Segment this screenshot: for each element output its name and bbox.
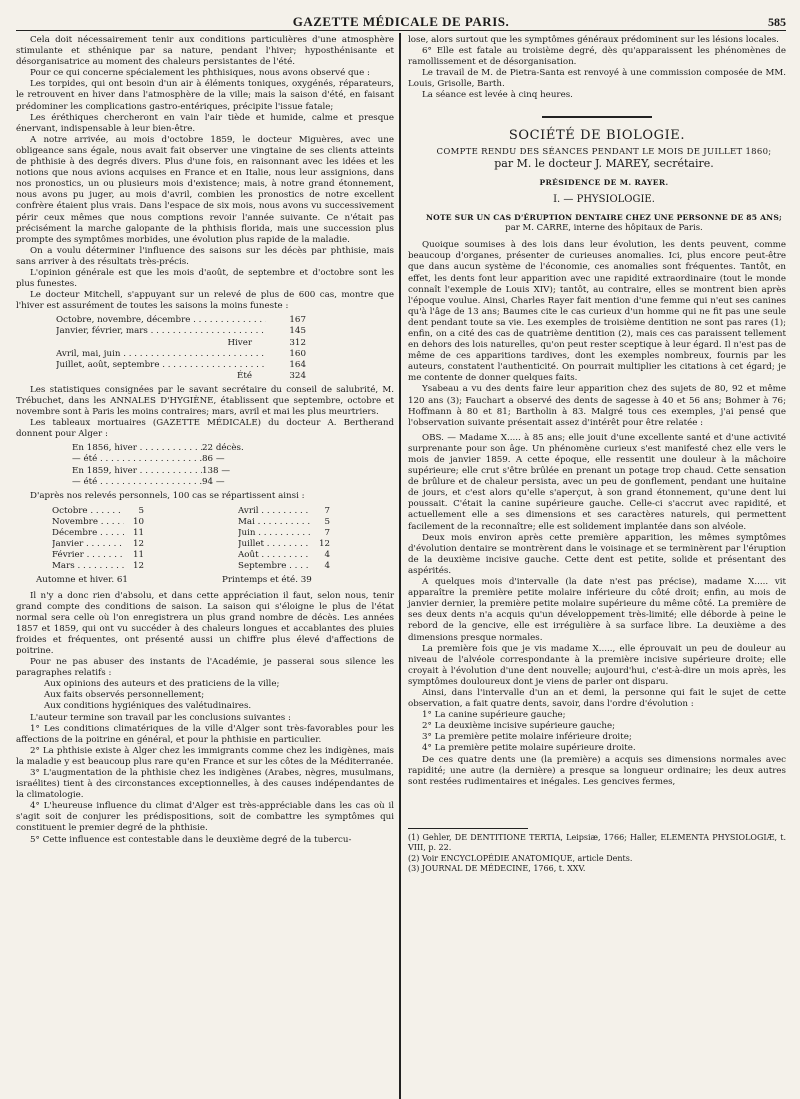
section-separator bbox=[542, 116, 652, 118]
paragraph: lose, alors surtout que les symptômes généraux prédominent sur les lésions locales. bbox=[408, 35, 779, 45]
paragraph: A notre arrivée, au mois d'octobre 1859, le docteur Miguères, avec une obligeance sans égale, nous avait fait observer une vingtaine de ses clients atteints de phthisie à des degrés divers. Plus d'une fois, en raisonnant avec les idées et les notions que nous avions acquises en France et en Italie, nous leur assignions, dans nos pronostics, un ou plusieurs mois d'existence; mais, à notre grand étonnement, nous avons pu juger, au mois d'avril, combien les pronostics de notre excellent confrère étaient plus vrais. Dans l'espace de six mois, nous avons vu successivement périr ceux mêmes que nous comptions revoir l'année suivante. Ce n'était pas précisément la marche galopante de la phthisis florida, mais une succession plus prompte des symptômes morbides, une évolution plus rapide de la maladie. bbox=[16, 134, 395, 245]
table-row: — été . . . 94 — bbox=[72, 477, 272, 488]
conclusion-1: 1° Les conditions climatériques de la ville d'Alger sont très-favorables pour les affections de la poitrine en général, et pour la phthisie en particulier. bbox=[16, 723, 395, 745]
paragraph: A quelques mois d'intervalle (la date n'est pas précise), madame X..... vit apparaître la première petite molaire inférieure du côté droit; enfin, au mois de janvier dernier, la première petite molaire supérieure du même côté. La première de ses deux dents n'a acquis qu'un développement très-limité; elle déborde à peine le rebord de la gencive, elle est irrégulière à sa surface libre. La deuxième a des dimensions presque normales. bbox=[408, 577, 787, 643]
conclusion-3: 3° L'augmentation de la phthisie chez les indigènes (Arabes, nègres, musulmans, israélites) tient à des circonstances exceptionnelles, à des causes indépendantes de la climatologie. bbox=[16, 768, 395, 801]
paragraph: Les torpides, qui ont besoin d'un air à éléments toniques, oxygénés, réparateurs, le retrouvent en hiver dans l'atmosphère de la ville; mais la saison d'été, en faisant prédominer les complications gastro-entériques, précipite l'issue fatale; bbox=[16, 79, 395, 112]
society-heading: SOCIÉTÉ DE BIOLOGIE. bbox=[508, 127, 686, 143]
table-row: Avril . . . 7 bbox=[238, 506, 330, 517]
table-row: Septembre . . . 4 bbox=[238, 561, 330, 572]
paragraph: Pour ne pas abuser des instants de l'Académie, je passerai sous silence les paragraphes relatifs : bbox=[16, 657, 395, 679]
mitchell-table bbox=[56, 315, 394, 382]
teeth-list bbox=[422, 710, 786, 754]
conclusion-6: 6° Elle est fatale au troisième degré, dès qu'apparaissent les phénomènes de ramollissement et de désorganisation. bbox=[408, 46, 787, 68]
right-column bbox=[401, 35, 786, 1095]
list-item: 4° La première petite molaire supérieure droite. bbox=[422, 743, 636, 754]
list-item: Aux conditions hygiéniques des valétudinaires. bbox=[44, 701, 252, 712]
paragraph: Les éréthiques chercheront en vain l'air tiède et humide, calme et presque énervant, indispensable à leur bien-être. bbox=[16, 112, 395, 134]
list-item: 1° La canine supérieure gauche; bbox=[422, 710, 566, 721]
list-item: 3° La première petite molaire inférieure droite; bbox=[422, 732, 632, 743]
paragraph: Cela doit nécessairement tenir aux conditions particulières d'une atmosphère stimulante et sthénique par sa nature, pendant l'hiver; hyposthénisante et désorganisatrice au moment des chaleurs persistantes de l'été. bbox=[16, 35, 395, 68]
total-spring-summer: Printemps et été. 39 bbox=[222, 575, 312, 586]
total-autumn-winter: Automne et hiver. 61 bbox=[36, 575, 128, 586]
footnote: (2) Voir ENCYCLOPÉDIE ANATOMIQUE, article Dents. bbox=[408, 853, 633, 863]
table-subtotal: Été 324 bbox=[237, 370, 306, 381]
footnote: (1) Gehler, DE DENTITIONE TERTIA, Leipsiæ, 1766; Haller, ELEMENTA PHYSIOLOGIÆ, t. VIII, p. 22. bbox=[408, 832, 787, 853]
conclusion-2: 2° La phthisie existe à Alger chez les immigrants comme chez les indigènes, mais la maladie y est beaucoup plus rare qu'en France et sur les côtes de la Méditerranée. bbox=[16, 745, 395, 767]
paragraph: L'opinion générale est que les mois d'août, de septembre et d'octobre sont les plus funestes. bbox=[16, 267, 395, 290]
paragraph: L'auteur termine son travail par les conclusions suivantes : bbox=[30, 712, 291, 723]
journal-title: GAZETTE MÉDICALE DE PARIS. bbox=[292, 14, 510, 29]
table-row: — été . . . 86 — bbox=[72, 454, 272, 465]
table-row: En 1856, hiver . . . 22 décès. bbox=[72, 443, 272, 454]
paragraph: Il n'y a donc rien d'absolu, et dans cette appréciation il faut, selon nous, tenir grand compte des conditions de saison. La saison qui s'éloigne le plus de l'état normal sera celle où l'on enregistrera un plus grand nombre de décès. Les années 1857 et 1859, qui ont vu succéder à des chaleurs longues et accablantes des pluies froides et fréquentes, ont présenté aussi un chiffre plus élevé d'affections de poitrine. bbox=[16, 590, 395, 656]
conclusion-4: 4° L'heureuse influence du climat d'Alger est très-appréciable dans les cas où il s'agit soit de conjurer les prédispositions, soit de combattre les symptômes qui constituent le premier degré de la phthisie. bbox=[16, 801, 395, 834]
list-item: Aux opinions des auteurs et des praticiens de la ville; bbox=[44, 679, 280, 690]
conclusion-5: 5° Cette influence est contestable dans le deuxième degré de la tubercu- bbox=[30, 834, 352, 845]
table-row: En 1859, hiver . . . 138 — bbox=[72, 466, 272, 477]
table-row: Janvier . . . 12 bbox=[52, 539, 144, 550]
paragraph: La première fois que je vis madame X....., elle éprouvait un peu de douleur au niveau de l'alvéole correspondante à la première incisive supérieure droite; elle croyait à l'évolution d'une dent nouvelle; aujourd'hui, c'est-à-dire un mois après, les symptômes douloureux dont je viens de parler ont disparu. bbox=[408, 643, 787, 687]
monthly-table bbox=[52, 506, 394, 573]
paragraph: Pour ce qui concerne spécialement les phthisiques, nous avons observé que : bbox=[30, 68, 370, 79]
table-row: Décembre . . . 11 bbox=[52, 528, 144, 539]
left-column bbox=[16, 35, 399, 1095]
observation: OBS. — Madame X..... à 85 ans; elle jouit d'une excellente santé et d'une activité surprenante pour son âge. Un phénomène curieux s'est manifesté chez elle vers le mois de janvier 1859. A cette époque, elle ressentit une douleur à la mâchoire supérieure; elle crut s'être brûlée en prenant un potage trop chaud. Cette sensation de brûlure et de chaleur persista, avec un peu de gonflement, pendant une huitaine de jours, et c'est alors qu'elle s'aperçut, à son grand étonnement, qu'une dent lui poussait. C'était la canine supérieure gauche. Celle-ci s'accrut avec rapidité, et actuellement elle a ses dimensions et ses caractères naturels, qui permettent facilement de la reconnaître; elle est solidement implantée dans son alvéole. bbox=[408, 432, 787, 532]
report-heading: COMPTE RENDU DES SÉANCES PENDANT LE MOIS DE JUILLET 1860; bbox=[436, 146, 772, 157]
paragraph: De ces quatre dents une (la première) a acquis ses dimensions normales avec rapidité; une autre (la dernière) a presque sa longueur ordinaire; les deux autres sont restées rudimentaires et inégales. Les gencives fermes, bbox=[408, 754, 787, 787]
table-row: Juin . . . 7 bbox=[238, 528, 330, 539]
paragraph: La séance est levée à cinq heures. bbox=[422, 90, 573, 101]
note-title: NOTE SUR UN CAS D'ÉRUPTION DENTAIRE CHEZ UNE PERSONNE DE 85 ANS; bbox=[426, 213, 783, 223]
bertherand-table bbox=[72, 443, 394, 487]
paragraph: Les statistiques consignées par le savant secrétaire du conseil de salubrité, M. Trébuchet, dans les ANNALES D'HYGIÈNE, établissent que septembre, octobre et novembre sont à Paris les moins contraires; mars, avril et mai les plus meurtriers. bbox=[16, 384, 395, 418]
paragraph: Le docteur Mitchell, s'appuyant sur un relevé de plus de 600 cas, montre que l'hiver est assurément de toutes les saisons la moins funeste : bbox=[16, 290, 395, 312]
months-spring-summer bbox=[238, 506, 394, 573]
monthly-totals bbox=[36, 575, 394, 586]
paragraph: Ainsi, dans l'intervalle d'un an et demi, la personne qui fait le sujet de cette observation, a fait quatre dents, savoir, dans l'ordre d'évolution : bbox=[408, 687, 787, 710]
columns bbox=[16, 35, 786, 1099]
paragraph: Le travail de M. de Pietra-Santa est renvoyé à une commission composée de MM. Louis, Grisolle, Barth. bbox=[408, 68, 787, 90]
table-row: Août . . . 4 bbox=[238, 550, 330, 561]
note-author: par M. CARRE, interne des hôpitaux de Paris. bbox=[505, 223, 703, 234]
secretary-line: par M. le docteur J. MAREY, secrétaire. bbox=[494, 156, 714, 170]
table-row: Novembre . . . 10 bbox=[52, 517, 144, 528]
page-number: 585 bbox=[768, 15, 786, 29]
presidence-line: PRÉSIDENCE DE M. RAYER. bbox=[539, 177, 669, 187]
paragraph: Quoique soumises à des lois dans leur évolution, les dents peuvent, comme beaucoup d'organes, présenter de curieuses anomalies. Ici, plus encore peut-être que dans aucun système de l'économie, ces anomalies sont fréquentes. Tantôt, en effet, les dents font leur apparition avec une rapidité extraordinaire (tout le monde connaît l'exemple de Louis XIV); tantôt, au contraire, elles se montrent bien après l'époque voulue. Ainsi, Charles Rayer fait mention d'une femme qui n'eut ses canines qu'à l'âge de 13 ans; Baumes cite le cas curieux d'un homme qui ne fit pas une seule dent pendant toute sa vie. Les exemples de troisième dentition ne sont pas rares (1); enfin, on a cité des cas de quatrième dentition (2), mais ces cas paraissent tellement en dehors des lois naturelles, qu'on peut rester sceptique à leur égard. Il n'est pas de même de ces apparitions tardives, dont les exemples nombreux, fournis par les auteurs, constatent l'authenticité. On pourrait multiplier les citations à cet égard; je me contente de donner quelques faits. bbox=[408, 240, 787, 384]
paragraph: Ysabeau a vu des dents faire leur apparition chez des sujets de 80, 92 et même 120 ans (3); Fauchart a observé des dents de sagesse à 40 et 56 ans; Bohmer à 76; Hoffmann à 80 et 81; Bartholin à 83. Malgré tous ces exemples, j'ai pensé que l'observation suivante présentait assez d'intérêt pour être relatée : bbox=[408, 384, 787, 428]
table-row: Mai . . . 5 bbox=[238, 517, 330, 528]
list-item: Aux faits observés personnellement; bbox=[44, 690, 205, 701]
list-item: 2° La deuxième incisive supérieure gauche; bbox=[422, 721, 616, 732]
table-subtotal: Hiver 312 bbox=[227, 337, 306, 348]
table-row: Février . . . 11 bbox=[52, 550, 144, 561]
paragraph: Deux mois environ après cette première apparition, les mêmes symptômes d'évolution dentaire se montrèrent dans le voisinage et se terminèrent par l'éruption de la deuxième incisive gauche. Cette dent est petite, solide et présentant des aspérités. bbox=[408, 532, 787, 576]
section-heading: I. — PHYSIOLOGIE. bbox=[553, 193, 655, 205]
footnote: (3) JOURNAL DE MÉDECINE, 1766, t. XXV. bbox=[408, 864, 586, 874]
footnote-rule bbox=[408, 828, 528, 829]
table-row: Octobre . . . 5 bbox=[52, 506, 144, 517]
table-row: Avril, mai, juin . . . 160 bbox=[56, 349, 306, 360]
page-header bbox=[16, 8, 786, 31]
paragraph: Les tableaux mortuaires (GAZETTE MÉDICALE) du docteur A. Bertherand donnent pour Alger : bbox=[16, 418, 395, 440]
paragraph: D'après nos relevés personnels, 100 cas se répartissent ainsi : bbox=[30, 490, 305, 501]
months-autumn-winter bbox=[52, 506, 208, 573]
table-row: Mars . . . 12 bbox=[52, 561, 144, 572]
table-row: Janvier, février, mars . . . 145 bbox=[56, 326, 306, 337]
table-row: Juillet, août, septembre . . . 164 bbox=[56, 360, 306, 371]
table-row: Octobre, novembre, décembre . . . 167 bbox=[56, 315, 306, 326]
paragraph: On a voulu déterminer l'influence des saisons sur les décès par phthisie, mais sans arriver à des résultats très-précis. bbox=[16, 245, 395, 267]
table-row: Juillet . . . 12 bbox=[238, 539, 330, 550]
omitted-paragraphs-list bbox=[44, 679, 394, 712]
